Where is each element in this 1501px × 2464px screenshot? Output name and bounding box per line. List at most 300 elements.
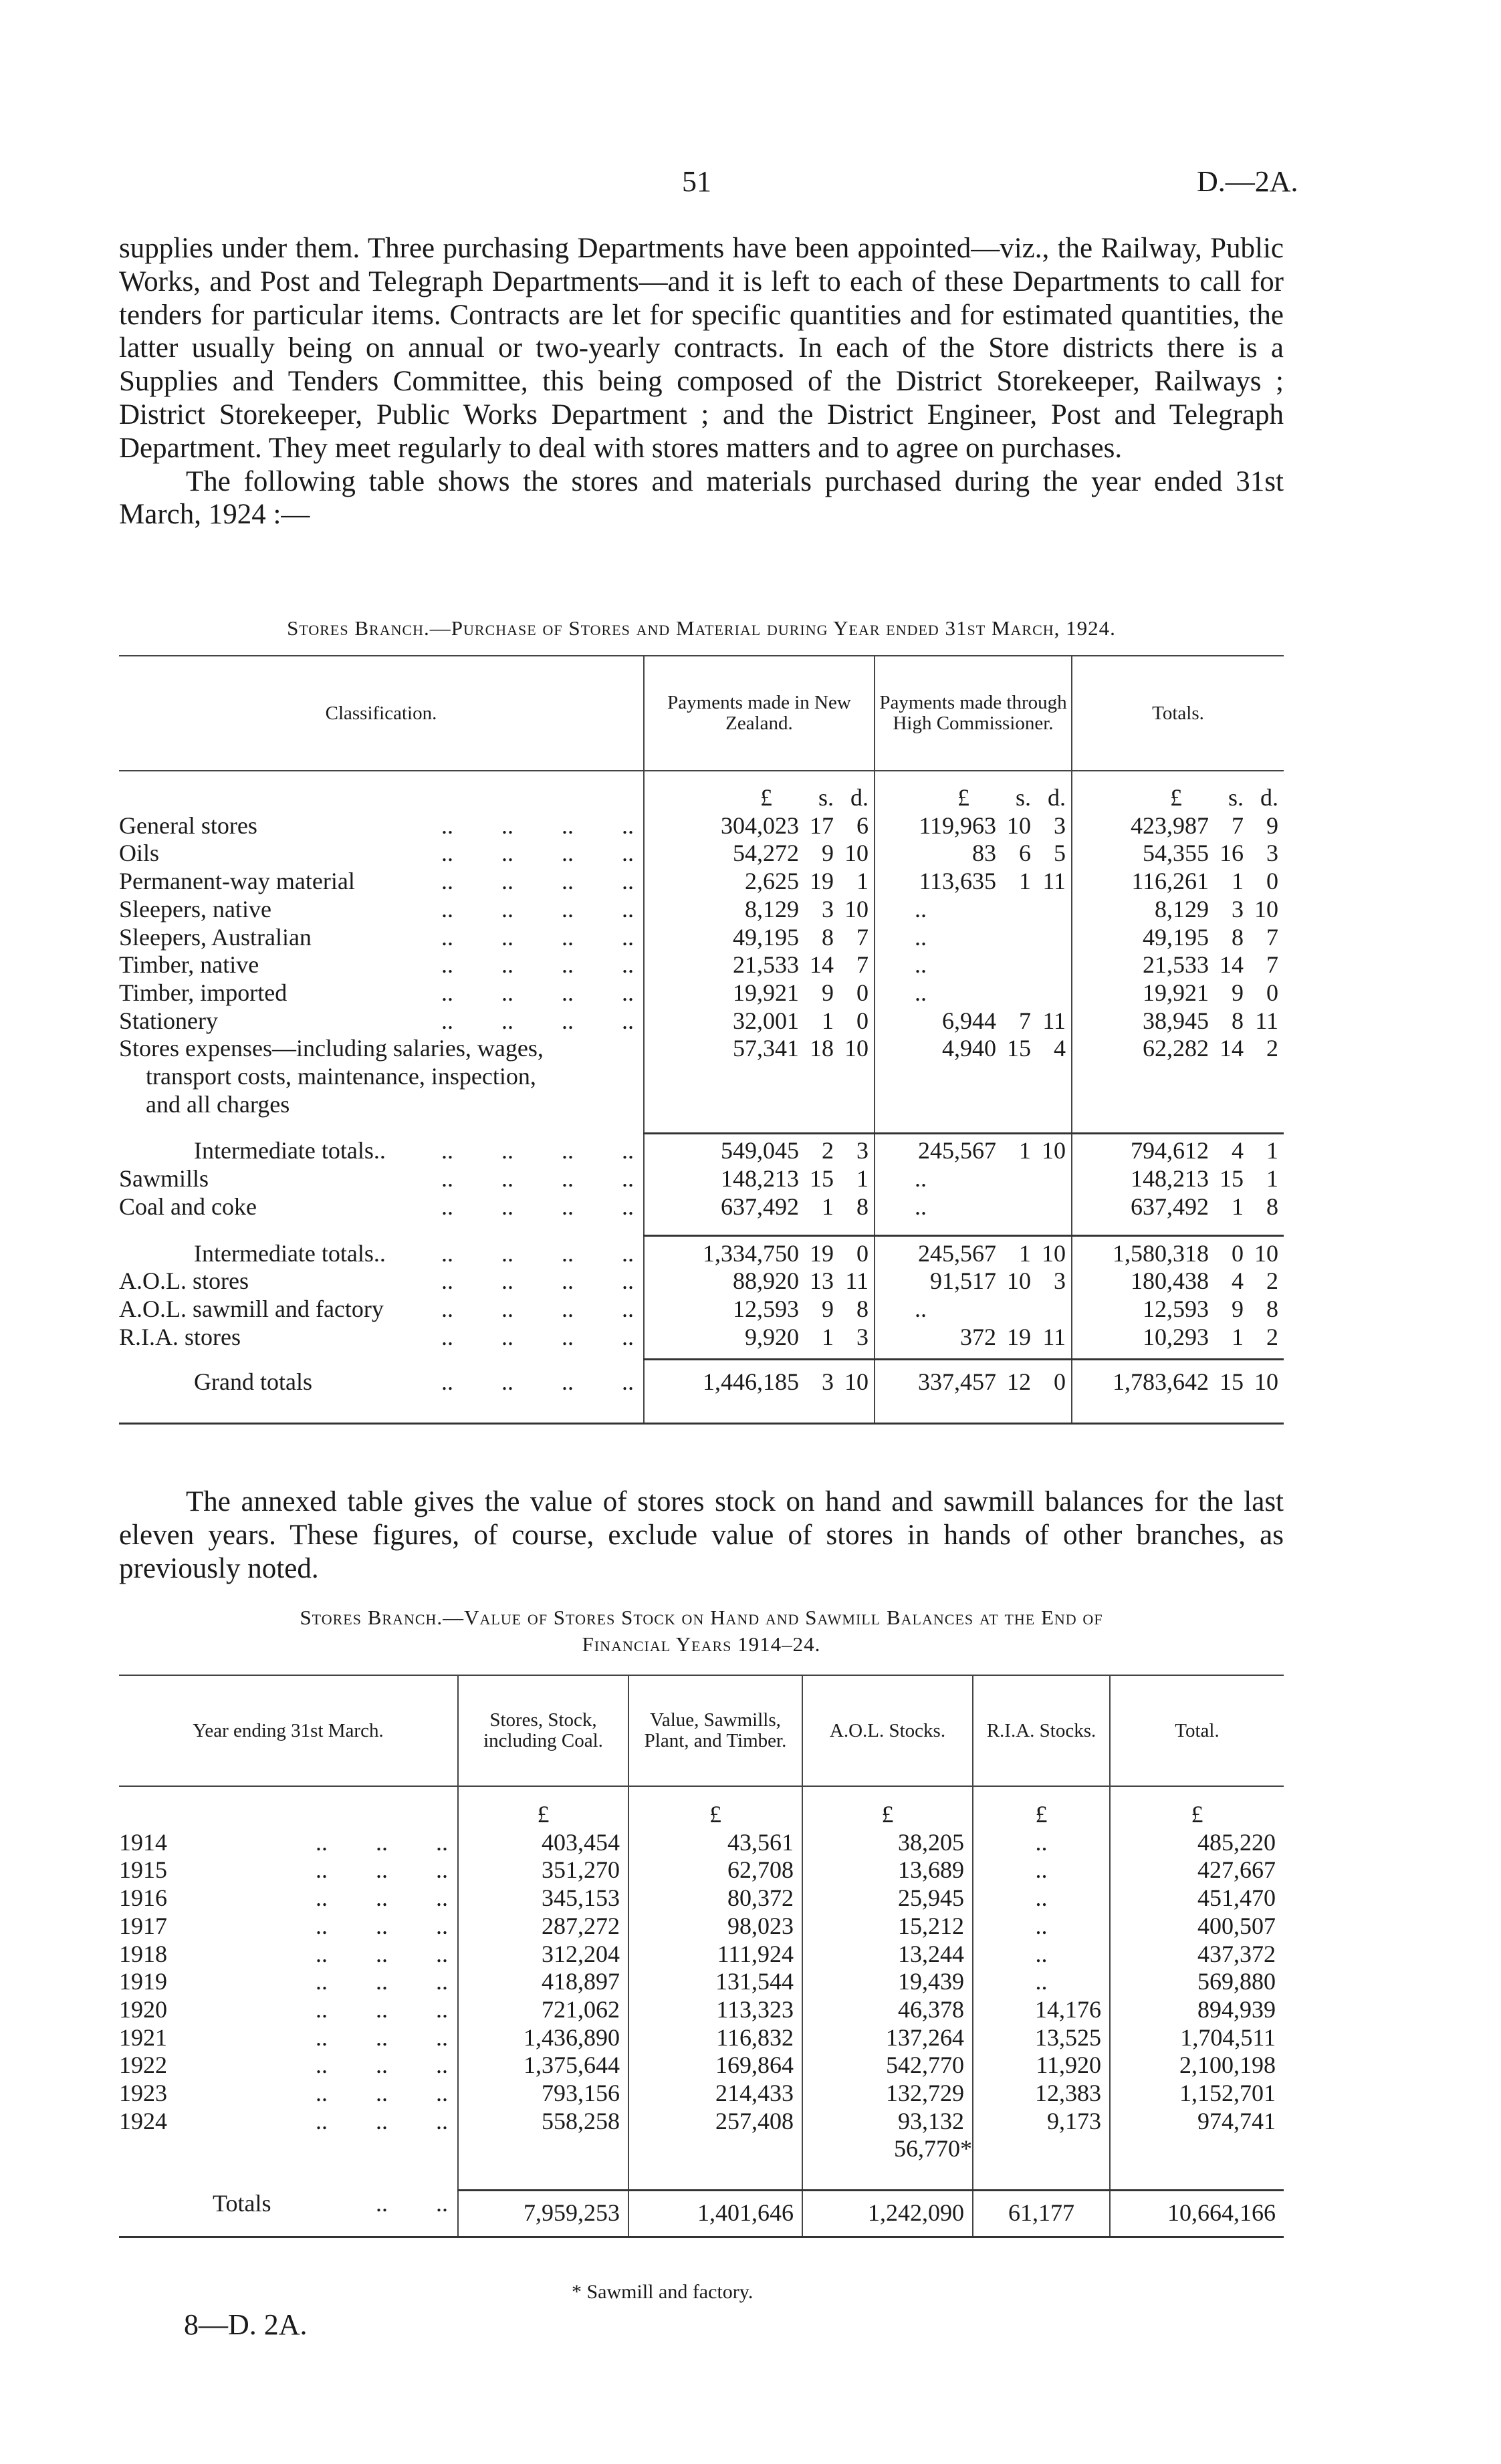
leader-dots: .. .. .. .. bbox=[441, 1323, 634, 1350]
pounds: 4,940 bbox=[942, 1035, 996, 1062]
header-hc-payments: Payments made through High Commissioner. bbox=[875, 656, 1072, 771]
pence: 0 bbox=[856, 1239, 869, 1267]
amount-nz bbox=[645, 1165, 874, 1193]
table-spacer bbox=[119, 1118, 1284, 1133]
row-label-cell bbox=[119, 1193, 644, 1221]
spacer-cell bbox=[802, 1786, 973, 1801]
amount-nz bbox=[645, 979, 874, 1007]
pence: 1 bbox=[856, 1165, 869, 1193]
value-cell: 485,220 bbox=[1110, 1829, 1284, 1857]
amount-cell-tot bbox=[1072, 1165, 1284, 1193]
total-value-cell: 1,242,090 bbox=[802, 2190, 973, 2237]
amount-hc bbox=[875, 1007, 1071, 1035]
shillings: 1 bbox=[1019, 1239, 1031, 1267]
unit-s: s. bbox=[1015, 784, 1031, 811]
table1-title: Stores Branch.—Purchase of Stores and Material during Year ended 31st March, 1924. bbox=[287, 616, 1116, 640]
year-cell bbox=[119, 1856, 458, 1884]
value-cell: 558,258 bbox=[458, 2108, 628, 2136]
shillings: 3 bbox=[822, 1368, 834, 1396]
value-cell: 13,689 bbox=[802, 1856, 973, 1884]
year: 1923 bbox=[119, 2080, 167, 2107]
pounds: .. bbox=[915, 895, 927, 922]
pence: 7 bbox=[1266, 923, 1278, 951]
value-cell bbox=[458, 2135, 628, 2163]
header-aol-stocks: A.O.L. Stocks. bbox=[802, 1675, 973, 1786]
row-label: Oils bbox=[119, 840, 160, 867]
year-cell bbox=[119, 1829, 458, 1857]
paragraph-1-text: supplies under them. Three purchasing Departments have been appointed—viz., the Railway, Public Works, and Post and Telegraph Departments—and it is left to each of these Departments to call for tenders for particular items. Contracts are let for specific quantities and for estimated quantities, the latter usually being on annual or two-yearly contracts. In each of the Store districts there is a Supplies and Tenders Committee, this being composed of the District Storekeeper, Railways ; District Storekeeper, Public Works Department ; and the District Engineer, Post and Telegraph Department. They meet regularly to deal with stores matters and to agree on purchases. bbox=[119, 233, 1284, 464]
amount-hc bbox=[875, 868, 1071, 896]
amount-cell-hc bbox=[875, 1368, 1072, 1396]
shillings: 15 bbox=[1220, 1165, 1244, 1193]
amount-cell-tot bbox=[1072, 1193, 1284, 1221]
pence: 7 bbox=[856, 923, 869, 951]
table2-title-line1: Stores Branch.—Value of Stores Stock on Hand and Sawmill Balances at the End of bbox=[300, 1606, 1103, 1629]
amount-cell-hc bbox=[875, 1165, 1072, 1193]
leader-dots: .. .. .. .. bbox=[441, 812, 634, 839]
amount-nz bbox=[645, 1368, 874, 1396]
value-cell: 93,132 bbox=[802, 2108, 973, 2136]
row-label-cell bbox=[119, 1007, 644, 1035]
amount-tot bbox=[1072, 1368, 1284, 1396]
spacer-cell bbox=[119, 1221, 644, 1236]
value-cell: 427,667 bbox=[1110, 1856, 1284, 1884]
header-ria-stocks: R.I.A. Stocks. bbox=[973, 1675, 1110, 1786]
amount-hc bbox=[875, 1165, 1071, 1193]
units-row bbox=[119, 784, 1284, 812]
pence: 0 bbox=[856, 1007, 869, 1034]
year-cell bbox=[119, 1884, 458, 1913]
value-cell: 14,176 bbox=[973, 1996, 1110, 2024]
value-cell: 1,436,890 bbox=[458, 2024, 628, 2052]
value-cell: 13,244 bbox=[802, 1941, 973, 1969]
table-row bbox=[119, 1240, 1284, 1268]
pence: 2 bbox=[1266, 1035, 1278, 1062]
table-spacer bbox=[119, 1396, 1284, 1423]
amount-cell-tot bbox=[1072, 840, 1284, 868]
spacer-cell bbox=[875, 1359, 1072, 1368]
amount-hc bbox=[875, 1296, 1071, 1324]
table-row bbox=[119, 1035, 1284, 1063]
table-row bbox=[119, 1829, 1284, 1857]
leader-dots: .. .. .. .. bbox=[441, 840, 634, 867]
paragraph-3-text: The annexed table gives the value of stores stock on hand and sawmill balances for the last eleven years. These figures, of course, exclude value of stores in hands of other branches, as previously noted. bbox=[119, 1486, 1284, 1584]
pounds: 1,446,185 bbox=[703, 1368, 799, 1396]
amount-hc bbox=[875, 896, 1071, 924]
value-cell: 1,375,644 bbox=[458, 2052, 628, 2080]
pence bbox=[1031, 1165, 1066, 1193]
stock-value-table bbox=[119, 1675, 1284, 2238]
table-row bbox=[119, 1063, 1284, 1091]
value-cell: 257,408 bbox=[628, 2108, 802, 2136]
leader-dots: .. .. .. bbox=[316, 1995, 448, 2023]
shillings: 9 bbox=[822, 1295, 834, 1322]
year: 1919 bbox=[119, 1968, 167, 1995]
value-cell: .. bbox=[973, 1913, 1110, 1941]
row-label-cell bbox=[119, 1165, 644, 1193]
leader-dots: .. .. .. .. bbox=[441, 1239, 634, 1267]
value-cell: .. bbox=[973, 1829, 1110, 1857]
row-label-cell bbox=[119, 1240, 644, 1268]
amount-nz bbox=[645, 868, 874, 896]
pounds: 57,341 bbox=[733, 1035, 799, 1062]
amount-cell-nz bbox=[644, 868, 875, 896]
value-cell: 169,864 bbox=[628, 2052, 802, 2080]
row-label-cell bbox=[119, 951, 644, 979]
table-row bbox=[119, 1856, 1284, 1884]
value-cell: 43,561 bbox=[628, 1829, 802, 1857]
pounds: 113,635 bbox=[919, 868, 996, 895]
value-cell: 1,704,511 bbox=[1110, 2024, 1284, 2052]
shillings: 9 bbox=[1232, 1295, 1244, 1322]
amount-tot bbox=[1072, 812, 1284, 840]
pence: 8 bbox=[1266, 1295, 1278, 1322]
value-cell: 214,433 bbox=[628, 2080, 802, 2108]
unit-cell: £ bbox=[628, 1801, 802, 1829]
amount-tot bbox=[1072, 1007, 1284, 1035]
amount-nz bbox=[645, 1007, 874, 1035]
spacer-cell bbox=[644, 1359, 875, 1368]
row-label: Grand totals bbox=[194, 1368, 312, 1396]
table-row bbox=[119, 1165, 1284, 1193]
amount-cell-tot bbox=[1072, 812, 1284, 840]
shillings: 14 bbox=[1220, 951, 1244, 979]
pounds: 6,944 bbox=[942, 1007, 996, 1034]
amount-hc bbox=[875, 1137, 1071, 1165]
pounds: 337,457 bbox=[918, 1368, 996, 1396]
spacer-cell bbox=[119, 1359, 644, 1368]
table-row bbox=[119, 840, 1284, 868]
pence: 8 bbox=[856, 1295, 869, 1322]
amount-cell-tot bbox=[1072, 951, 1284, 979]
value-cell: 132,729 bbox=[802, 2080, 973, 2108]
value-cell: .. bbox=[973, 1884, 1110, 1913]
unit-d: d. bbox=[850, 784, 869, 811]
year-cell bbox=[119, 2080, 458, 2108]
amount-cell-nz bbox=[644, 1368, 875, 1396]
shillings: 2 bbox=[822, 1137, 834, 1164]
pence bbox=[1031, 979, 1066, 1007]
year-cell bbox=[119, 1941, 458, 1969]
pounds: 372 bbox=[960, 1323, 996, 1350]
pounds: .. bbox=[915, 923, 927, 951]
amount-cell-nz bbox=[644, 896, 875, 924]
shillings: 9 bbox=[822, 979, 834, 1006]
totals-label-cell bbox=[119, 2190, 458, 2237]
pounds: 62,282 bbox=[1143, 1035, 1209, 1062]
row-label: Coal and coke bbox=[119, 1193, 257, 1220]
amount-cell-nz bbox=[644, 1091, 875, 1119]
leader-dots: .. .. .. bbox=[316, 1912, 448, 1939]
spacer-cell bbox=[875, 771, 1072, 784]
spacer-cell bbox=[875, 1351, 1072, 1359]
row-label-cell bbox=[119, 1324, 644, 1352]
row-label-cell bbox=[119, 1091, 644, 1119]
table-row bbox=[119, 1941, 1284, 1969]
shillings bbox=[996, 1193, 1031, 1221]
pence: 10 bbox=[1042, 1239, 1066, 1267]
row-label: Intermediate totals.. bbox=[194, 1239, 386, 1267]
pounds: 38,945 bbox=[1143, 1007, 1209, 1034]
units-cell bbox=[875, 784, 1072, 812]
pounds: 88,920 bbox=[733, 1267, 799, 1295]
value-cell: 894,939 bbox=[1110, 1996, 1284, 2024]
shillings: 10 bbox=[1007, 1267, 1031, 1295]
pounds: 91,517 bbox=[930, 1267, 996, 1295]
amount-nz bbox=[645, 924, 874, 952]
table-row bbox=[119, 1007, 1284, 1035]
shillings: 1 bbox=[1232, 868, 1244, 895]
page-signature: 8—D. 2A. bbox=[184, 2308, 308, 2341]
spacer-cell bbox=[875, 1221, 1072, 1236]
table-spacer bbox=[119, 1359, 1284, 1368]
footnote: * Sawmill and factory. bbox=[572, 2281, 754, 2303]
pence: 3 bbox=[1054, 812, 1066, 839]
row-label-cell bbox=[119, 1267, 644, 1296]
amount-tot bbox=[1072, 951, 1284, 979]
pence: 5 bbox=[1054, 840, 1066, 867]
row-label: Timber, native bbox=[119, 951, 259, 979]
amount-cell-tot bbox=[1072, 979, 1284, 1007]
amount-cell-hc bbox=[875, 896, 1072, 924]
spacer-cell bbox=[644, 771, 875, 784]
year-cell bbox=[119, 1996, 458, 2024]
amount-nz bbox=[645, 840, 874, 868]
pounds: 148,213 bbox=[1131, 1165, 1209, 1193]
header-nz-payments: Payments made in New Zealand. bbox=[644, 656, 875, 771]
pounds: 19,921 bbox=[733, 979, 799, 1006]
year-cell bbox=[119, 1968, 458, 1996]
pence: 7 bbox=[856, 951, 869, 979]
amount-tot bbox=[1072, 840, 1284, 868]
shillings: 14 bbox=[1220, 1035, 1244, 1062]
amount-nz bbox=[645, 812, 874, 840]
shillings: 4 bbox=[1232, 1137, 1244, 1164]
value-cell: 12,383 bbox=[973, 2080, 1110, 2108]
header-totals: Totals. bbox=[1072, 656, 1284, 771]
row-label-cell bbox=[119, 812, 644, 840]
row-label: Stores expenses—including salaries, wages, bbox=[119, 1035, 544, 1062]
value-cell bbox=[973, 2135, 1110, 2163]
row-label: Sleepers, native bbox=[119, 895, 271, 922]
amount-cell-nz bbox=[644, 924, 875, 952]
pounds: 19,921 bbox=[1143, 979, 1209, 1006]
amount-cell-nz bbox=[644, 1035, 875, 1063]
amount-cell-nz bbox=[644, 812, 875, 840]
header-year: Year ending 31st March. bbox=[193, 1719, 384, 1741]
amount-cell-nz bbox=[644, 951, 875, 979]
table-row bbox=[119, 1091, 1284, 1119]
pence: 11 bbox=[845, 1267, 869, 1295]
table-spacer bbox=[119, 2163, 1284, 2190]
pounds: 8,129 bbox=[1155, 895, 1209, 922]
header-sawmills-value: Value, Sawmills, Plant, and Timber. bbox=[628, 1675, 802, 1786]
pence: 0 bbox=[1266, 979, 1278, 1006]
amount-nz bbox=[645, 1035, 874, 1063]
pence: 7 bbox=[1266, 951, 1278, 979]
pence: 3 bbox=[1054, 1267, 1066, 1295]
leader-dots: .. .. .. .. bbox=[441, 979, 634, 1006]
pence: 10 bbox=[844, 895, 869, 922]
row-label: Sleepers, Australian bbox=[119, 923, 312, 951]
table-spacer bbox=[119, 1786, 1284, 1801]
value-cell: 98,023 bbox=[628, 1913, 802, 1941]
leader-dots: .. .. bbox=[376, 2190, 448, 2217]
table-row bbox=[119, 1296, 1284, 1324]
table2-title-line2: Financial Years 1914–24. bbox=[582, 1632, 821, 1656]
row-label: and all charges bbox=[146, 1090, 290, 1118]
row-label-cell bbox=[119, 1063, 644, 1091]
shillings: 19 bbox=[1007, 1323, 1031, 1350]
shillings: 1 bbox=[1019, 1137, 1031, 1164]
value-cell: .. bbox=[973, 1968, 1110, 1996]
amount-cell-nz bbox=[644, 1296, 875, 1324]
row-label-cell bbox=[119, 1035, 644, 1063]
pounds: 2,625 bbox=[745, 868, 799, 895]
amount-cell-tot bbox=[1072, 1035, 1284, 1063]
value-cell: 62,708 bbox=[628, 1856, 802, 1884]
leader-dots: .. .. .. .. bbox=[441, 923, 634, 951]
value-cell: 111,924 bbox=[628, 1941, 802, 1969]
year: 1924 bbox=[119, 2107, 167, 2134]
amount-tot bbox=[1072, 1165, 1284, 1193]
pence: 1 bbox=[1266, 1165, 1278, 1193]
shillings: 13 bbox=[810, 1267, 834, 1295]
value-cell bbox=[1110, 2135, 1284, 2163]
unit-cell: £ bbox=[458, 1801, 628, 1829]
pence: 10 bbox=[844, 1368, 869, 1396]
amount-cell-hc bbox=[875, 812, 1072, 840]
spacer-cell bbox=[1072, 1221, 1284, 1236]
pounds: 32,001 bbox=[733, 1007, 799, 1034]
value-cell: 56,770* bbox=[802, 2135, 973, 2163]
pounds: 1,783,642 bbox=[1113, 1368, 1209, 1396]
leader-dots: .. .. .. .. bbox=[441, 1368, 634, 1396]
amount-cell-tot bbox=[1072, 1091, 1284, 1119]
header-stores-stock: Stores, Stock, including Coal. bbox=[458, 1675, 628, 1786]
unit-cell: £ bbox=[802, 1801, 973, 1829]
leader-dots: .. .. .. .. bbox=[441, 1193, 634, 1220]
shillings: 7 bbox=[1232, 812, 1244, 839]
shillings: 19 bbox=[810, 1239, 834, 1267]
leader-dots: .. .. .. bbox=[316, 1884, 448, 1912]
shillings: 19 bbox=[810, 868, 834, 895]
pounds: 12,593 bbox=[733, 1295, 799, 1322]
purchase-table bbox=[119, 655, 1284, 1425]
amount-cell-tot bbox=[1072, 868, 1284, 896]
amount-hc bbox=[875, 812, 1071, 840]
amount-cell-tot bbox=[1072, 896, 1284, 924]
amount-cell-nz bbox=[644, 979, 875, 1007]
table-row bbox=[119, 812, 1284, 840]
shillings: 1 bbox=[822, 1323, 834, 1350]
amount-cell-hc bbox=[875, 1193, 1072, 1221]
spacer-cell bbox=[644, 1351, 875, 1359]
units bbox=[1072, 784, 1284, 812]
table-row bbox=[119, 1324, 1284, 1352]
leader-dots: .. .. .. bbox=[316, 1940, 448, 1967]
pence bbox=[1031, 951, 1066, 979]
unit-l: £ bbox=[1170, 784, 1182, 811]
amount-nz bbox=[645, 1267, 874, 1296]
header-classification: Classification. bbox=[325, 702, 437, 724]
table-spacer bbox=[119, 771, 1284, 784]
shillings: 1 bbox=[1019, 868, 1031, 895]
shillings bbox=[996, 896, 1031, 924]
value-cell: 312,204 bbox=[458, 1941, 628, 1969]
value-cell: 15,212 bbox=[802, 1913, 973, 1941]
leader-dots: .. .. .. .. bbox=[441, 1295, 634, 1322]
spacer-cell bbox=[802, 2163, 973, 2190]
row-label-cell bbox=[119, 1137, 644, 1165]
pounds: 637,492 bbox=[721, 1193, 799, 1220]
table-row bbox=[119, 868, 1284, 896]
units-label-cell bbox=[119, 1801, 458, 1829]
pounds: 83 bbox=[972, 840, 996, 867]
row-label: R.I.A. stores bbox=[119, 1323, 241, 1350]
pence bbox=[1031, 896, 1066, 924]
value-cell: 1,152,701 bbox=[1110, 2080, 1284, 2108]
value-cell: 403,454 bbox=[458, 1829, 628, 1857]
value-cell: 542,770 bbox=[802, 2052, 973, 2080]
value-cell: 437,372 bbox=[1110, 1941, 1284, 1969]
pence: 1 bbox=[1266, 1137, 1278, 1164]
spacer-cell bbox=[119, 1396, 644, 1423]
total-value-cell: 61,177 bbox=[973, 2190, 1110, 2237]
document-reference: D.—2A. bbox=[1197, 165, 1298, 198]
pounds: .. bbox=[915, 979, 927, 1006]
shillings: 8 bbox=[822, 923, 834, 951]
pounds: 304,023 bbox=[721, 812, 799, 839]
pence: 10 bbox=[1254, 1368, 1278, 1396]
pounds: 148,213 bbox=[721, 1165, 799, 1193]
pounds: 49,195 bbox=[1143, 923, 1209, 951]
amount-cell-hc bbox=[875, 1091, 1072, 1119]
pounds: 549,045 bbox=[721, 1137, 799, 1164]
spacer-cell bbox=[644, 1221, 875, 1236]
pence bbox=[1031, 1296, 1066, 1324]
row-label: Stationery bbox=[119, 1007, 218, 1034]
table-row bbox=[119, 2108, 1284, 2136]
table-row bbox=[119, 1996, 1284, 2024]
value-cell: 721,062 bbox=[458, 1996, 628, 2024]
unit-cell: £ bbox=[1110, 1801, 1284, 1829]
table-row bbox=[119, 951, 1284, 979]
amount-cell-tot bbox=[1072, 1368, 1284, 1396]
spacer-cell bbox=[1110, 2163, 1284, 2190]
table2-header-row bbox=[119, 1675, 1284, 1786]
pounds: 245,567 bbox=[918, 1239, 996, 1267]
amount-cell-hc bbox=[875, 1267, 1072, 1296]
value-cell: 116,832 bbox=[628, 2024, 802, 2052]
table-row bbox=[119, 1267, 1284, 1296]
leader-dots: .. .. .. .. bbox=[441, 1137, 634, 1164]
row-label: General stores bbox=[119, 812, 257, 839]
shillings: 15 bbox=[1220, 1368, 1244, 1396]
amount-tot bbox=[1072, 1035, 1284, 1063]
value-cell: 9,173 bbox=[973, 2108, 1110, 2136]
spacer-cell bbox=[644, 1396, 875, 1423]
pence: 0 bbox=[1054, 1368, 1066, 1396]
spacer-cell bbox=[973, 1786, 1110, 1801]
value-cell: 345,153 bbox=[458, 1884, 628, 1913]
spacer-cell bbox=[1072, 1351, 1284, 1359]
value-cell: 131,544 bbox=[628, 1968, 802, 1996]
row-label-cell bbox=[119, 979, 644, 1007]
pounds: 54,272 bbox=[733, 840, 799, 867]
table-spacer bbox=[119, 1221, 1284, 1236]
amount-hc bbox=[875, 1035, 1071, 1063]
